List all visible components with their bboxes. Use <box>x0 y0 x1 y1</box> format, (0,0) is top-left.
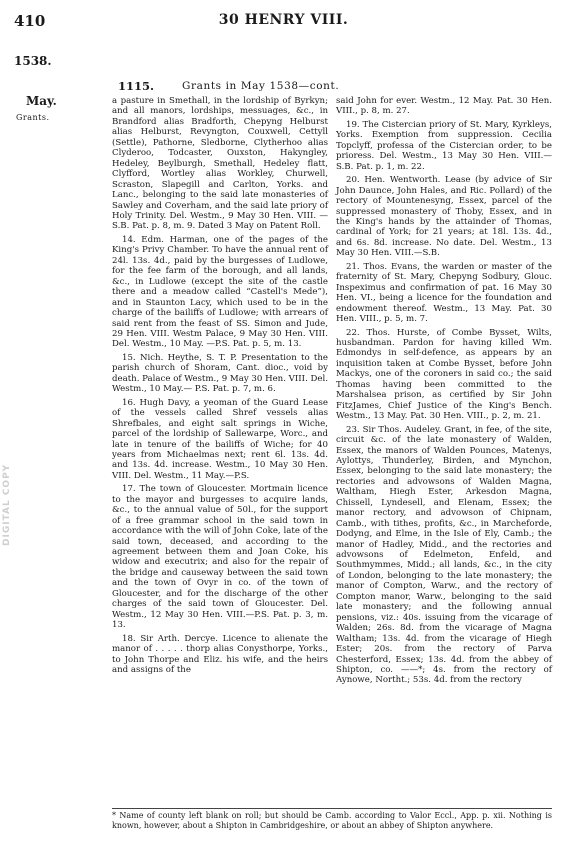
paragraph: said John for ever. Westm., 12 May. Pat. 30 Hen. VIII., p. 8, m. 27. <box>336 96 552 117</box>
paragraph: 15. Nich. Heythe, S. T. P. Presentation to the parish church of Shoram, Cant. dioc., void by death. Palace of Westm., 9 May 30 Hen. VIII. Del. Westm., 10 May.— P.S. Pat. p. 7, m. 6. <box>112 352 328 395</box>
running-title: 30 HENRY VIII. <box>218 12 349 28</box>
paragraph: 20. Hen. Wentworth. Lease (by advice of Sir John Daunce, John Hales, and Ric. Pollard) of the rectory of Mountenesyng, Essex, parcel of the suppressed monastery of Thoby, Essex, and in the King's hands by the attainder of Thomas, cardinal of York; for 21 years; at 18l. 13s. 4d., and 6s. 8d. increase. No date. Del. Westm., 13 May 30 Hen. VIII.—S.B. <box>336 175 552 259</box>
paragraph: 21. Thos. Evans, the warden or master of the fraternity of St. Mary, Chepyng Sodbury, Glouc. Inspeximus and confirmation of pat. 16 May 30 Hen. VI., being a licence for the foundation and endowment thereof. Westm., 13 May. Pat. 30 Hen. VIII., p. 5, m. 7. <box>336 261 552 325</box>
paragraph: 22. Thos. Hurste, of Combe Bysset, Wilts, husbandman. Pardon for having killed Wm. Edmondys in self-defence, as appears by an inquisition taken at Combe Bysset, before John Mackys, one of the coroners in said co.; the said Thomas having been committed to the Marshalsea prison, as certified by Sir John FitzJames, Chief Justice of the King's Bench. Westm., 13 May. Pat. 30 Hen. VIII., p. 2, m. 21. <box>336 327 552 422</box>
margin-month: May. <box>26 94 57 108</box>
footnote-divider <box>112 808 552 809</box>
paragraph: 16. Hugh Davy, a yeoman of the Guard Lease of the vessels called Shref vessels alias Shrefbales, and eight salt springs in Wiche, parcel of the lordship of Sallewarpe, Worc., and late in tenure of the bailiffs of Wiche; for 40 years from Michaelmas next; rent 6l. 13s. 4d. and 13s. 4d. increase. Westm., 10 May 30 Hen. VIII. Del. Westm., 11 May.—P.S. <box>112 397 328 481</box>
entry-heading: Grants in May 1538—cont. <box>182 80 340 92</box>
paragraph: a pasture in Smethall, in the lordship of Byrkyn; and all manors, lordships, messuages, &c., in Brandford alias Bradforth, Chepyng Helburst alias Helburst, Revyngton, Couxwell, Cettyll (Settle), Pathorne, Sledborne, Clytherhoo alias Clyderoo, Todcaster, Ouxston, Hakyngley, Hedeley, Beylburgh, Smethall, Hedeley flatt, Clyfford, Wortley alias Workley, Churwell, Scraston, Slapegill and Carlton, Yorks. and Lanc., belonging to the said late monasteries of Sawley and Coverham, and the said late priory of Holy Trinity. Del. Westm., 9 May 30 Hen. VIII. —S.B. Pat. p. 8, m. 9. Dated 3 May on Patent Roll. <box>112 96 328 232</box>
margin-section: Grants. <box>16 113 50 122</box>
footnote: * Name of county left blank on roll; but should be Camb. according to Valor Eccl., App. p. xii. Nothing is known, however, about a Shipton in Cambridgeshire, or about an abbey of Shipton anywhere. <box>112 811 552 830</box>
paragraph: 17. The town of Gloucester. Mortmain licence to the mayor and burgesses to acquire lands, &c., to the annual value of 50l., for the support of a free grammar school in the said town in accordance with the will of John Coke, late of the said town, deceased, and according to the agreement between them and Joan Coke, his widow and executrix; and also for the repair of the bridge and causeway between the said town and the town of Ovyr in co. of the town of Gloucester, and for the discharge of the other charges of the said town of Gloucester. Del. Westm., 12 May 30 Hen. VIII.—P.S. Pat. p. 3, m. 13. <box>112 484 328 631</box>
left-column <box>112 96 328 801</box>
watermark-stamp: DIGITAL COPY <box>2 463 12 547</box>
page-number: 410 <box>14 12 46 30</box>
margin-year: 1538. <box>14 54 52 68</box>
entry-number: 1115. <box>118 79 155 93</box>
paragraph: 23. Sir Thos. Audeley. Grant, in fee, of the site, circuit &c. of the late monastery of Walden, Essex, the manors of Walden Pounces, Matenys, Aylottys, Thunderley, Birden, and Mynchon, Essex, belonging to the said late monastery; the rectories and advowsons of Walden Magna, Waltham, Hiegh Ester, Arkesdon Magna, Chissell, Lyndesell, and Elenam, Essex; the manor rectory, and advowson of Chipnam, Camb., with tithes, profits, &c., in Marcheforde, Dodyng, and Elme, in the Isle of Ely, Camb.; the manor of Hadley, Midd., and the rectories and advowsons of Edelmeton, Enfeld, and Southmymmes, Midd.; all lands, &c., in the city of London, belonging to the late monastery; the manor of Compton, Warw., and the rectory of Compton manor, Warw., belonging to the said late monastery; and the following annual pensions, viz.: 40s. issuing from the vicarage of Walden; 26s. 8d. from the vicarage of Magna Waltham; 13s. 4d. from the vicarage of Hiegh Ester; 20s. from the rectory of Parva Chesterford, Essex; 13s. 4d. from the abbey of Shipton, co. ——*; 4s. from the rectory of Aynowe, Northt.; 53s. 4d. from the rectory <box>336 424 552 686</box>
paragraph: 18. Sir Arth. Dercye. Licence to alienate the manor of . . . . . thorp alias Conysthorpe, Yorks., to John Thorpe and Eliz. his wife, and the heirs and assigns of the <box>112 633 328 676</box>
paragraph: 19. The Cistercian priory of St. Mary, Kyrkleys, Yorks. Exemption from suppression. Cecilia Topclyff, professa of the Cistercian order, to be prioress. Del. Westm., 13 May 30 Hen. VIII.—S.B. Pat. p. 1, m. 22. <box>336 119 552 172</box>
paragraph: 14. Edm. Harman, one of the pages of the King's Privy Chamber. To have the annual rent of 24l. 13s. 4d., paid by the burgesses of Ludlowe, for the fee farm of the borough, and all lands, &c., in Ludlowe (except the site of the castle there and a meadow called “Castell's Mede”), and in Staunton Lacy, which used to be in the charge of the bailiffs of Ludlowe; with arrears of said rent from the feast of SS. Simon and Jude, 29 Hen. VIII. Westm Palace, 9 May 30 Hen. VIII. Del. Westm., 10 May. —P.S. Pat. p. 5, m. 13. <box>112 234 328 350</box>
right-column <box>336 96 552 801</box>
